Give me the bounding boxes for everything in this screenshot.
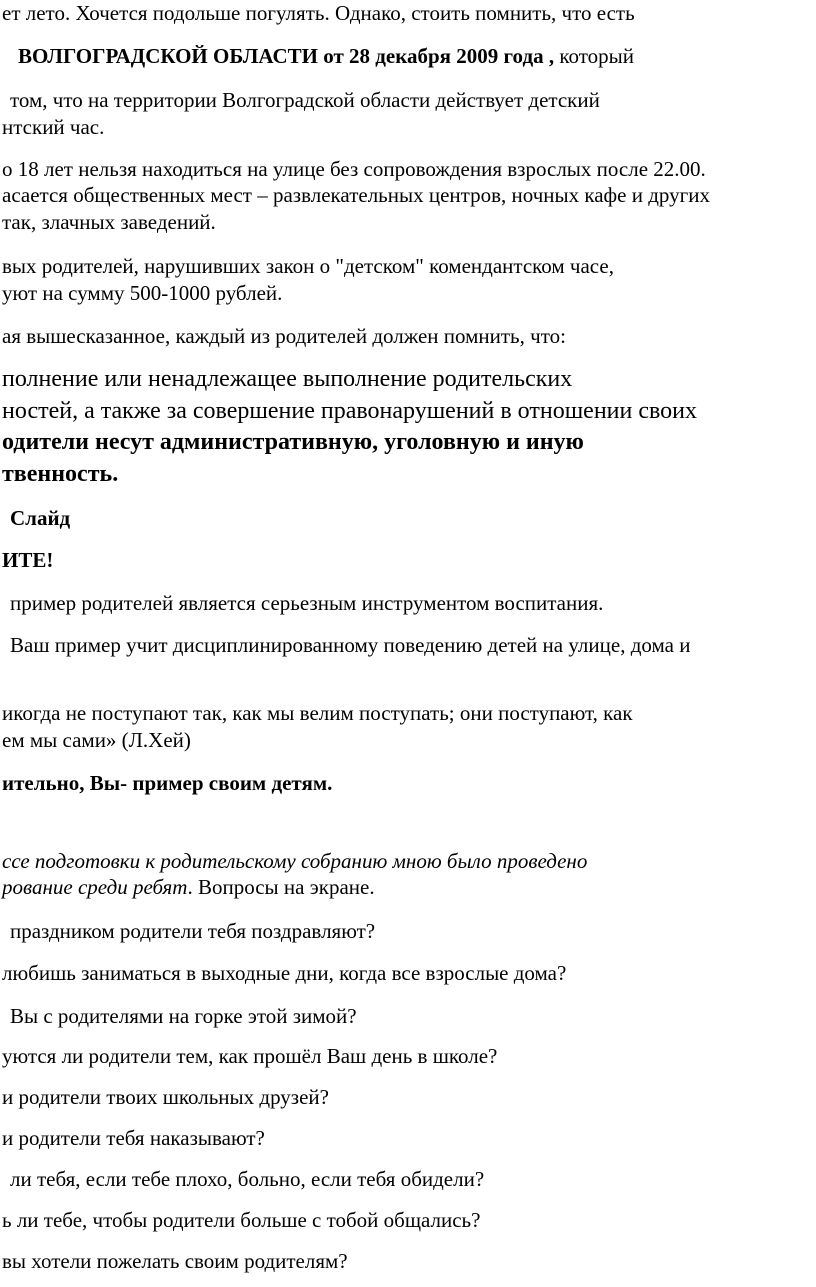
line-text: Вы с родителями на горке этой зимой? (10, 1004, 357, 1028)
question-9 (2, 1248, 348, 1274)
line-text: ет лето. Хочется подольше погулять. Однако, стоить помнить, что есть (2, 1, 635, 25)
question-4 (2, 1043, 497, 1069)
line-text: твенность. (2, 461, 119, 487)
text-line-1 (2, 0, 635, 26)
text-line-14 (2, 459, 118, 489)
line-text: том, что на территории Волгоградской области действует детский (10, 88, 600, 112)
text-line-11 (2, 364, 572, 394)
question-2 (2, 960, 566, 986)
line-text: ли тебя, если тебе плохо, больно, если тебя обидели? (10, 1167, 485, 1191)
text-line-3 (10, 87, 600, 113)
text-line-8 (2, 253, 614, 279)
text-line-23 (2, 874, 375, 900)
line-text: уются ли родители тем, как прошёл Ваш день в школе? (2, 1044, 498, 1068)
line-text: ностей, а также за совершение правонарушений в отношении своих (2, 398, 698, 424)
line-text: Ваш пример учит дисциплинированному поведению детей на улице, дома и (10, 633, 691, 657)
remember-heading (2, 547, 53, 573)
question-8 (2, 1207, 480, 1233)
text-line-5 (2, 156, 706, 182)
line-text: Слайд (10, 506, 71, 530)
text-line-17 (10, 590, 603, 616)
line-text: и родители тебя наказывают? (2, 1126, 265, 1150)
line-text: пример родителей является серьезным инструментом воспитания. (10, 591, 604, 615)
slide-heading (10, 505, 70, 531)
text-line-10 (2, 323, 566, 349)
question-1 (10, 918, 375, 944)
text-line-9 (2, 280, 282, 306)
text-line-19 (2, 700, 633, 726)
text-line-13 (2, 427, 584, 457)
text-line-21 (2, 770, 332, 796)
text-line-18 (10, 632, 690, 658)
text-line-6 (2, 182, 710, 208)
question-5 (2, 1084, 329, 1110)
line-text: икогда не поступают так, как мы велим поступать; они поступают, как (2, 701, 633, 725)
line-text: о 18 лет нельзя находиться на улице без сопровождения взрослых после 22.00. (2, 157, 706, 181)
line-text: ительно, Вы- пример своим детям. (2, 771, 333, 795)
text-line-12 (2, 396, 697, 426)
question-3 (10, 1003, 357, 1029)
text-line-20 (2, 727, 191, 753)
line-text: вых родителей, нарушивших закон о "детском" комендантском часе, (2, 254, 614, 278)
line-text: ем мы сами» (Л.Хей) (2, 728, 191, 752)
line-text: вы хотели пожелать своим родителям? (2, 1249, 348, 1273)
line-text: полнение или ненадлежащее выполнение родительских (2, 366, 573, 392)
line-text: уют на сумму 500-1000 рублей. (2, 281, 283, 305)
question-7 (10, 1166, 484, 1192)
text-line-22 (2, 848, 587, 874)
text-line-2 (18, 43, 634, 69)
line-text: ИТЕ! (2, 548, 54, 572)
line-text: и родители твоих школьных друзей? (2, 1085, 329, 1109)
line-text: одители несут административную, уголовную и иную (2, 429, 584, 455)
law-title: ВОЛГОГРАДСКОЙ ОБЛАСТИ от 28 декабря 2009 года , (18, 44, 555, 68)
line-text: ь ли тебе, чтобы родители больше с тобой общались? (2, 1208, 481, 1232)
survey-phrase: рование среди ребят (2, 875, 188, 899)
line-text: любишь заниматься в выходные дни, когда все взрослые дома? (2, 961, 567, 985)
line-text: ссе подготовки к родительскому собранию мною было проведено (2, 849, 588, 873)
line-text: нтский час. (2, 115, 105, 139)
line-text: праздником родители тебя поздравляют? (10, 919, 376, 943)
line-text: ая вышесказанное, каждый из родителей должен помнить, что: (2, 324, 566, 348)
text-line-7 (2, 209, 216, 235)
line-text: асается общественных мест – развлекательных центров, ночных кафе и других (2, 183, 710, 207)
line-text: . Вопросы на экране. (187, 875, 375, 899)
question-6 (2, 1125, 265, 1151)
text-line-4 (2, 114, 104, 140)
line-text: так, злачных заведений. (2, 210, 216, 234)
line-text: который (554, 44, 634, 68)
